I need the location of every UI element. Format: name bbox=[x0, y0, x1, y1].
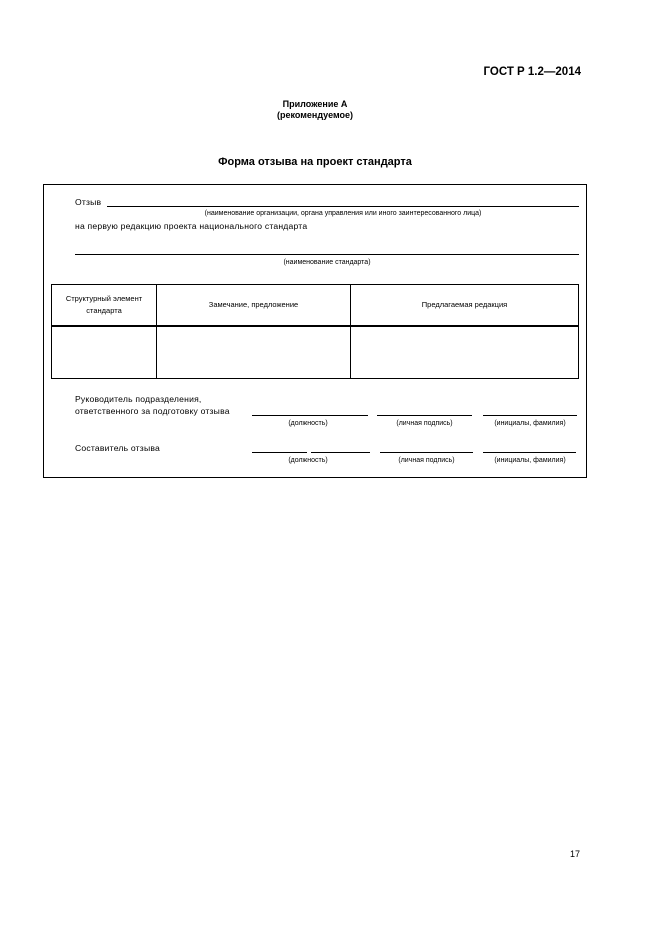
head-name-caption: (инициалы, фамилия) bbox=[494, 420, 566, 427]
document-id: ГОСТ Р 1.2—2014 bbox=[483, 66, 581, 78]
page-number: 17 bbox=[570, 849, 581, 859]
review-label: Отзыв bbox=[75, 197, 102, 207]
edition-line: на первую редакцию проекта национального стандарта bbox=[75, 221, 308, 231]
organization-caption: (наименование организации, органа управления или иного заинтересованного лица) bbox=[204, 210, 482, 217]
compiler-name-line[interactable] bbox=[483, 452, 576, 453]
organization-field-line[interactable] bbox=[107, 206, 579, 207]
head-position-line[interactable] bbox=[252, 415, 368, 416]
table-header-row bbox=[52, 285, 579, 327]
table-cell-element[interactable] bbox=[52, 326, 157, 379]
compiler-signature-line[interactable] bbox=[380, 452, 473, 453]
compiler-signature-caption: (личная подпись) bbox=[398, 457, 455, 464]
table-row bbox=[52, 326, 579, 379]
compiler-label: Составитель отзыва bbox=[75, 443, 160, 453]
form-title: Форма отзыва на проект стандарта bbox=[218, 156, 412, 168]
table-cell-remark[interactable] bbox=[157, 326, 351, 379]
standard-caption: (наименование стандарта) bbox=[283, 259, 371, 266]
head-signature-caption: (личная подпись) bbox=[396, 420, 453, 427]
head-position-caption: (должность) bbox=[288, 420, 328, 427]
compiler-name-caption: (инициалы, фамилия) bbox=[494, 457, 566, 464]
compiler-position-line-b[interactable] bbox=[311, 452, 370, 453]
head-label-line2: ответственного за подготовку отзыва bbox=[75, 406, 230, 416]
table-cell-proposed[interactable] bbox=[351, 326, 579, 379]
head-label-line1: Руководитель подразделения, bbox=[75, 394, 202, 404]
compiler-position-caption: (должность) bbox=[288, 457, 328, 464]
annex-title: Приложение А bbox=[282, 99, 348, 109]
standard-field-line[interactable] bbox=[75, 254, 579, 255]
column-proposed-wording: Предлагаемая редакция bbox=[351, 285, 579, 327]
head-name-line[interactable] bbox=[483, 415, 577, 416]
head-signature-line[interactable] bbox=[377, 415, 472, 416]
compiler-position-line-a[interactable] bbox=[252, 452, 307, 453]
column-structural-element: Структурный элемент стандарта bbox=[52, 285, 157, 327]
column-remark: Замечание, предложение bbox=[157, 285, 351, 327]
annex-status: (рекомендуемое) bbox=[277, 110, 353, 120]
review-table bbox=[51, 284, 579, 379]
